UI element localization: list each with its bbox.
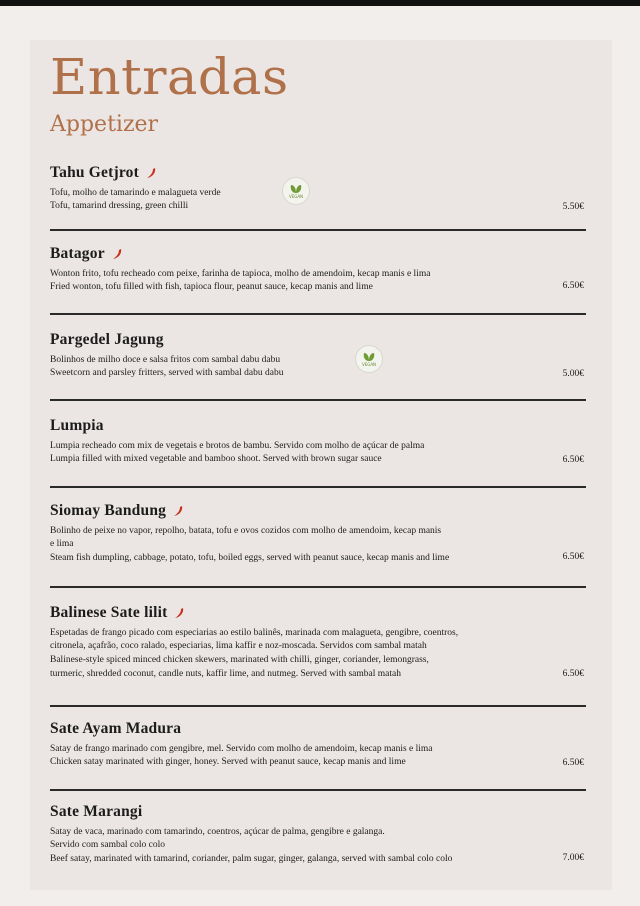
item-price: 5.50€ <box>562 202 584 212</box>
vegan-label: VEGAN <box>361 361 377 367</box>
item-description-line: Beef satay, marinated with tamarind, coriander, palm sugar, ginger, galanga, served with sambal colo colo <box>50 854 453 865</box>
menu-item <box>50 417 586 467</box>
item-description-line: turmeric, shredded coconut, candle nuts, kaffir lime, and nutmeg. Served with sambal matah <box>50 668 401 679</box>
menu-item <box>50 164 586 214</box>
item-name: Batagor <box>50 245 105 262</box>
chili-icon <box>172 505 184 517</box>
top-border <box>0 0 640 6</box>
divider <box>50 486 586 488</box>
item-description-line: Satay de frango marinado com gengibre, mel. Servido com molho de amendoim, kecap manis e lima <box>50 743 433 754</box>
menu-item <box>50 604 586 682</box>
chili-icon <box>145 167 157 179</box>
item-description-line: Satay de vaca, marinado com tamarindo, coentros, açúcar de palma, gengibre e galanga. <box>50 826 385 837</box>
item-name: Sate Ayam Madura <box>50 720 182 737</box>
item-description-line: Espetadas de frango picado com especiarias ao estilo balinês, marinada com malagueta, gengibre, coentros, <box>50 627 459 638</box>
item-description-line: Balinese-style spiced minced chicken skewers, marinated with chilli, ginger, coriander, lemongrass, <box>50 655 429 666</box>
chili-icon <box>173 607 185 619</box>
item-description-line: Bolinhos de milho doce e salsa fritos com sambal dabu dabu <box>50 354 281 365</box>
item-description-line: Lumpia filled with mixed vegetable and bamboo shoot. Served with brown sugar sauce <box>50 454 382 465</box>
item-price: 6.50€ <box>562 758 584 768</box>
item-description-line: citronela, açafrão, coco ralado, especiarias, lima kaffir e noz-moscada. Servidos com sambal matah <box>50 641 427 652</box>
item-description-line: Steam fish dumpling, cabbage, potato, tofu, boiled eggs, served with peanut sauce, kecap manis and lime <box>50 553 450 564</box>
vegan-badge-icon <box>282 177 310 205</box>
item-description-line: Chicken satay marinated with ginger, honey. Served with peanut sauce, kecap manis and lime <box>50 757 406 768</box>
menu-item <box>50 245 586 295</box>
menu-item <box>50 803 586 867</box>
item-name: Siomay Bandung <box>50 502 167 519</box>
item-description-line: Servido com sambal colo colo <box>50 840 166 851</box>
menu-item <box>50 331 586 381</box>
menu-item <box>50 502 586 566</box>
page-subtitle: Appetizer <box>50 112 159 137</box>
vegan-label: VEGAN <box>288 193 304 199</box>
item-price: 5.00€ <box>562 369 584 379</box>
item-description-line: Tofu, molho de tamarindo e malagueta verde <box>50 187 221 198</box>
menu-item <box>50 720 586 770</box>
vegan-badge-icon <box>355 345 383 373</box>
divider <box>50 229 586 231</box>
item-description-line: Tofu, tamarind dressing, green chilli <box>50 201 189 212</box>
divider <box>50 789 586 791</box>
item-description-line: Fried wonton, tofu filled with fish, tapioca flour, peanut sauce, kecap manis and lime <box>50 282 373 293</box>
item-name: Pargedel Jagung <box>50 331 164 348</box>
item-price: 6.50€ <box>562 552 584 562</box>
item-name: Tahu Getjrot <box>50 164 139 181</box>
divider <box>50 586 586 588</box>
item-description-line: Wonton frito, tofu recheado com peixe, farinha de tapioca, molho de amendoim, kecap manis e lima <box>50 268 431 279</box>
item-description-line: e lima <box>50 539 74 550</box>
item-price: 6.50€ <box>562 281 584 291</box>
divider <box>50 313 586 315</box>
item-name: Lumpia <box>50 417 104 434</box>
item-description-line: Sweetcorn and parsley fritters, served with sambal dabu dabu <box>50 368 284 379</box>
chili-icon <box>111 248 123 260</box>
item-description-line: Bolinho de peixe no vapor, repolho, batata, tofu e ovos cozidos com molho de amendoim, kecap manis <box>50 525 442 536</box>
page-title: Entradas <box>50 48 289 106</box>
item-description-line: Lumpia recheado com mix de vegetais e brotos de bambu. Servido com molho de açúcar de palma <box>50 440 425 451</box>
item-price: 6.50€ <box>562 455 584 465</box>
item-name: Balinese Sate lilit <box>50 604 168 621</box>
divider <box>50 399 586 401</box>
item-name: Sate Marangi <box>50 803 143 820</box>
item-price: 7.00€ <box>562 853 584 863</box>
divider <box>50 705 586 707</box>
item-price: 6.50€ <box>562 669 584 679</box>
